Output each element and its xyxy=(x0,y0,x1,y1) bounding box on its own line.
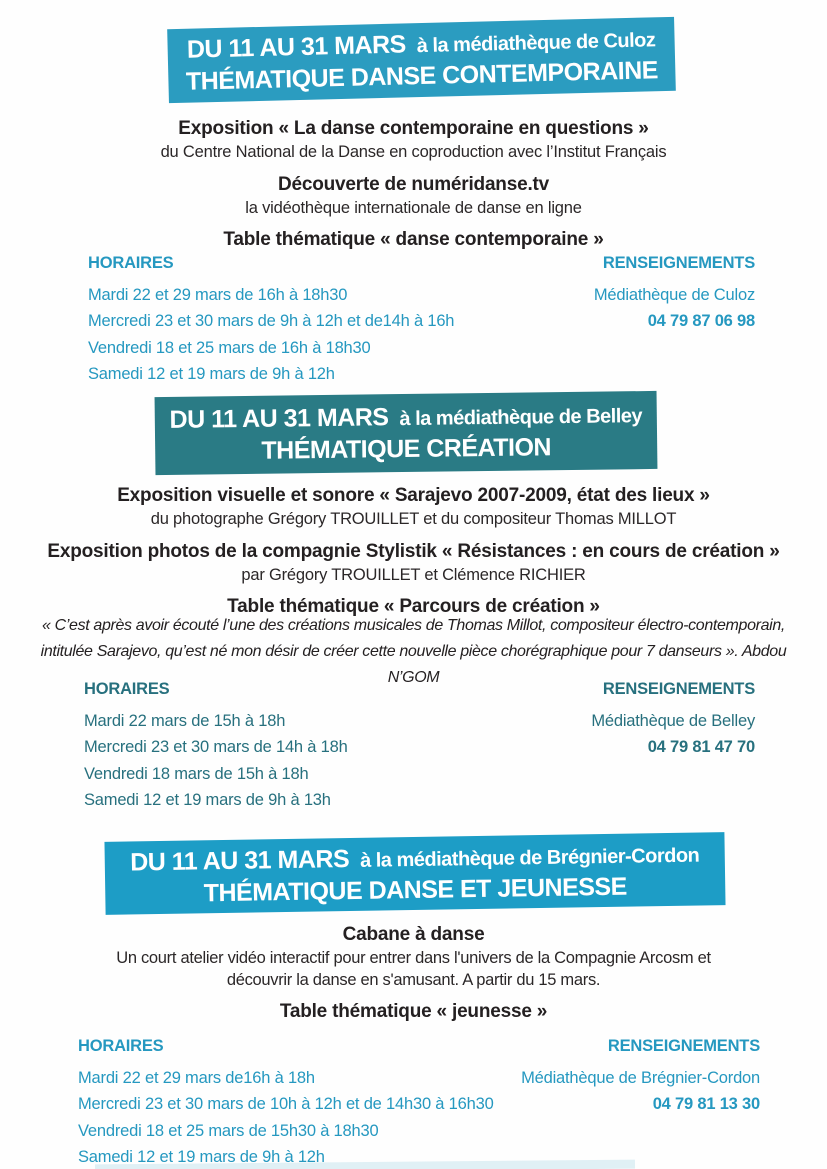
banner-belley-dates: DU 11 AU 31 MARS xyxy=(169,403,389,434)
horaires-line: Mardi 22 et 29 mars de16h à 18h xyxy=(78,1068,315,1087)
renseignements-belley xyxy=(591,676,755,761)
horaires-line: Mardi 22 mars de 15h à 18h xyxy=(84,711,286,730)
event-description: Un court atelier vidéo interactif pour entrer dans l'univers de la Compagnie Arcosm et découvrir la danse en s'amusant. A partir du 15 mars. xyxy=(116,949,711,989)
banner-bregnier-theme: THÉMATIQUE DANSE ET JEUNESSE xyxy=(203,872,627,907)
banner-belley-location: à la médiathèque de Belley xyxy=(399,405,643,431)
renseignements-phone: 04 79 87 06 98 xyxy=(647,312,755,330)
horaires-line: Mercredi 23 et 30 mars de 9h à 12h et de14h à 16h xyxy=(88,312,455,330)
horaires-line: Mercredi 23 et 30 mars de 10h à 12h et de 14h30 à 16h30 xyxy=(78,1095,494,1113)
exhibit-title: Découverte de numéridanse.tv xyxy=(277,173,550,195)
horaires-line: Vendredi 18 et 25 mars de 16h à 18h30 xyxy=(88,338,371,357)
exhibit-title: Exposition photos de la compagnie Stylistik « Résistances : en cours de création » xyxy=(47,540,780,562)
banner-bregnier-dates: DU 11 AU 31 MARS xyxy=(130,844,350,876)
renseignements-phone: 04 79 81 13 30 xyxy=(652,1095,760,1113)
banner-culoz-location: à la médiathèque de Culoz xyxy=(416,29,656,58)
horaires-bregnier xyxy=(78,1033,494,1169)
renseignements-phone: 04 79 81 47 70 xyxy=(647,738,755,756)
banner-culoz-dates: DU 11 AU 31 MARS xyxy=(186,30,407,64)
banner-culoz-theme: THÉMATIQUE DANSE CONTEMPORAINE xyxy=(185,56,659,96)
horaires-line: Samedi 12 et 19 mars de 9h à 13h xyxy=(84,791,331,809)
renseignements-title: RENSEIGNEMENTS xyxy=(602,254,755,272)
event-title: Cabane à danse xyxy=(342,924,485,945)
renseignements-title: RENSEIGNEMENTS xyxy=(602,680,755,698)
renseignements-culoz xyxy=(594,250,755,335)
exhibit-subtitle: du photographe Grégory TROUILLET et du compositeur Thomas MILLOT xyxy=(150,510,677,529)
horaires-line: Vendredi 18 et 25 mars de 15h30 à 18h30 xyxy=(78,1121,379,1140)
exhibit-subtitle: du Centre National de la Danse en coproduction avec l’Institut Français xyxy=(160,143,667,162)
choreographer-quote-text: « C’est après avoir écouté l’une des créations musicales de Thomas Millot, compositeur électro-contemporain, intitulée Sarajevo, qu’est né mon désir de créer cette nouvelle pièce chorégraphique pour 7 danseurs ». Abdou N’GOM xyxy=(40,617,787,686)
horaires-belley xyxy=(84,676,348,814)
horaires-line: Mercredi 23 et 30 mars de 14h à 18h xyxy=(84,738,348,756)
renseignements-venue: Médiathèque de Brégnier-Cordon xyxy=(521,1068,760,1087)
description-bregnier xyxy=(0,923,827,1023)
banner-culoz xyxy=(167,17,676,103)
renseignements-title: RENSEIGNEMENTS xyxy=(607,1037,760,1055)
table-thematique-line: Table thématique « jeunesse » xyxy=(279,1001,548,1023)
horaires-title: HORAIRES xyxy=(88,254,174,272)
renseignements-venue: Médiathèque de Culoz xyxy=(593,285,755,304)
exhibit-subtitle: la vidéothèque internationale de danse en ligne xyxy=(245,198,582,217)
exhibit-title: Exposition visuelle et sonore « Sarajevo 2007-2009, état des lieux » xyxy=(117,485,710,506)
banner-belley-theme: THÉMATIQUE CRÉATION xyxy=(261,433,552,465)
horaires-title: HORAIRES xyxy=(84,680,170,698)
horaires-culoz xyxy=(88,250,454,388)
banner-belley xyxy=(155,391,658,475)
horaires-line: Samedi 12 et 19 mars de 9h à 12h xyxy=(88,365,335,383)
horaires-line: Samedi 12 et 19 mars de 9h à 12h xyxy=(78,1148,325,1166)
description-belley xyxy=(0,484,827,618)
table-thematique-line: Table thématique « danse contemporaine » xyxy=(223,229,604,251)
table-thematique-line: Table thématique « Parcours de création » xyxy=(227,596,600,618)
horaires-title: HORAIRES xyxy=(78,1037,164,1055)
exhibit-title: Exposition « La danse contemporaine en questions » xyxy=(178,118,649,139)
banner-bregnier-location: à la médiathèque de Brégnier-Cordon xyxy=(359,844,700,872)
horaires-line: Vendredi 18 mars de 15h à 18h xyxy=(84,764,309,783)
renseignements-bregnier xyxy=(521,1033,760,1118)
horaires-line: Mardi 22 et 29 mars de 16h à 18h30 xyxy=(88,285,348,304)
banner-bregnier-cordon xyxy=(104,832,725,915)
exhibit-subtitle: par Grégory TROUILLET et Clémence RICHIER xyxy=(241,565,586,584)
banner-belley-line1 xyxy=(169,398,642,436)
renseignements-venue: Médiathèque de Belley xyxy=(591,711,755,730)
description-culoz xyxy=(0,117,827,251)
